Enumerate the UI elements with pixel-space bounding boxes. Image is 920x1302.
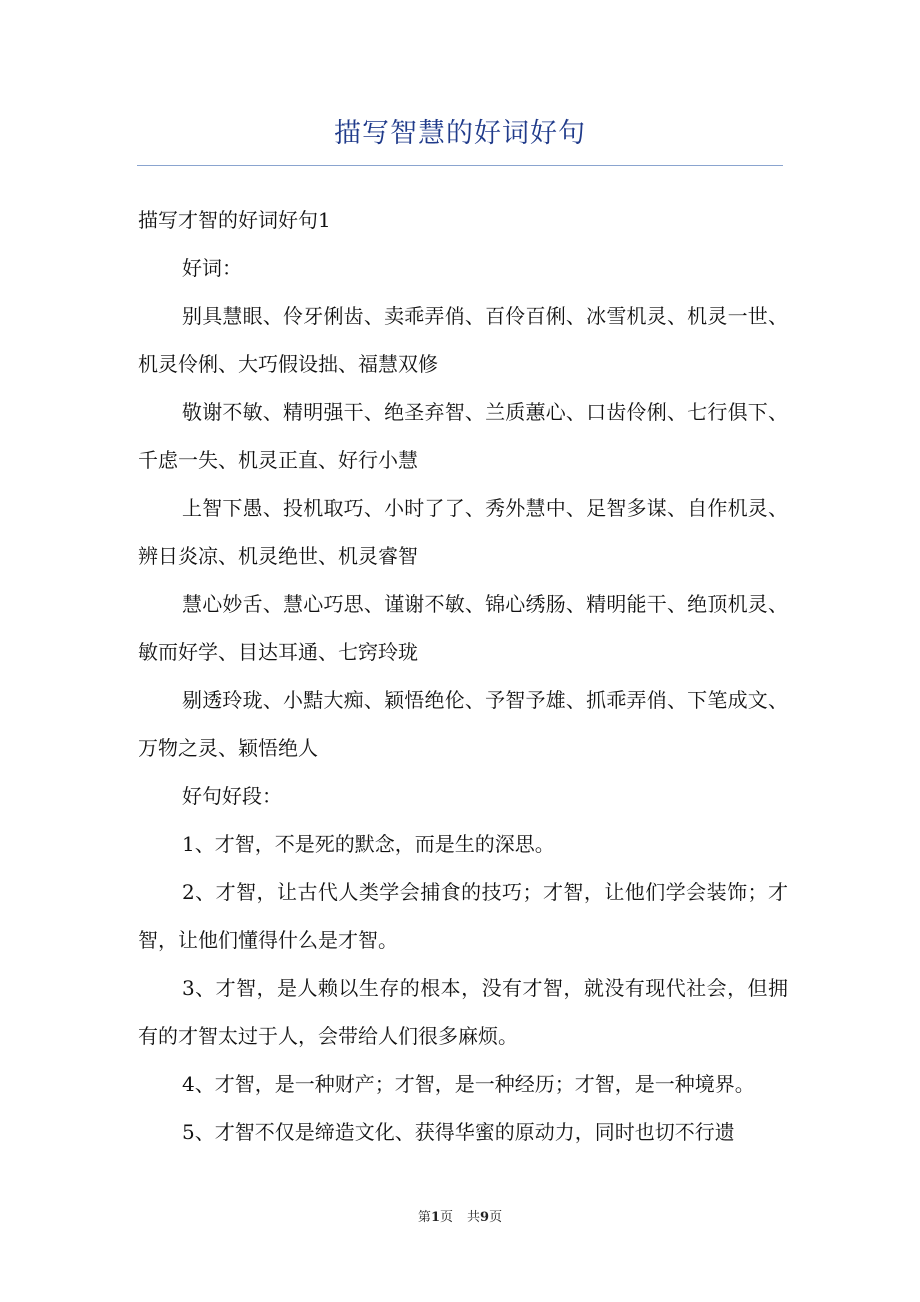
word-group-paragraph: 别具慧眼、伶牙俐齿、卖乖弄俏、百伶百俐、冰雪机灵、机灵一世、机灵伶俐、大巧假设拙、福慧双修 <box>138 304 788 376</box>
document-title: 描写智慧的好词好句 <box>334 118 586 149</box>
word-group-paragraph: 慧心妙舌、慧心巧思、谨谢不敏、锦心绣肠、精明能干、绝顶机灵、敏而好学、目达耳通、七窍玲珑 <box>138 592 788 664</box>
page-prefix: 第 <box>417 1210 431 1225</box>
word-group-paragraph: 上智下愚、投机取巧、小时了了、秀外慧中、足智多谋、自作机灵、辨日炎凉、机灵绝世、机灵睿智 <box>138 496 788 568</box>
title-divider <box>137 165 783 166</box>
section-heading: 描写才智的好词好句1 <box>138 208 331 232</box>
word-group-paragraph: 剔透玲珑、小黠大痴、颖悟绝伦、予智予雄、抓乖弄俏、下笔成文、万物之灵、颖悟绝人 <box>138 688 788 760</box>
sentences-label: 好句好段： <box>182 784 282 808</box>
page-footer <box>0 1206 920 1225</box>
sentence-paragraph: 5、才智不仅是缔造文化、获得华蜜的原动力，同时也切不行遗 <box>182 1120 735 1144</box>
sentence-paragraph: 2、才智，让古代人类学会捕食的技巧；才智，让他们学会装饰；才智，让他们懂得什么是才智。 <box>138 880 788 952</box>
total-suffix: 页 <box>489 1210 503 1225</box>
sentence-paragraph: 1、才智，不是死的默念，而是生的深思。 <box>182 832 555 856</box>
page-total: 9 <box>480 1210 490 1225</box>
page-current: 1 <box>430 1210 440 1225</box>
total-prefix: 共 <box>467 1210 481 1225</box>
document-body <box>138 196 788 1156</box>
words-label: 好词： <box>182 256 242 280</box>
sentence-paragraph: 4、才智，是一种财产；才智，是一种经历；才智，是一种境界。 <box>182 1072 755 1096</box>
page-suffix: 页 <box>439 1210 453 1225</box>
sentence-paragraph: 3、才智，是人赖以生存的根本，没有才智，就没有现代社会，但拥有的才智太过于人，会带给人们很多麻烦。 <box>138 976 788 1048</box>
word-group-paragraph: 敬谢不敏、精明强干、绝圣弃智、兰质蕙心、口齿伶俐、七行俱下、千虑一失、机灵正直、好行小慧 <box>138 400 788 472</box>
